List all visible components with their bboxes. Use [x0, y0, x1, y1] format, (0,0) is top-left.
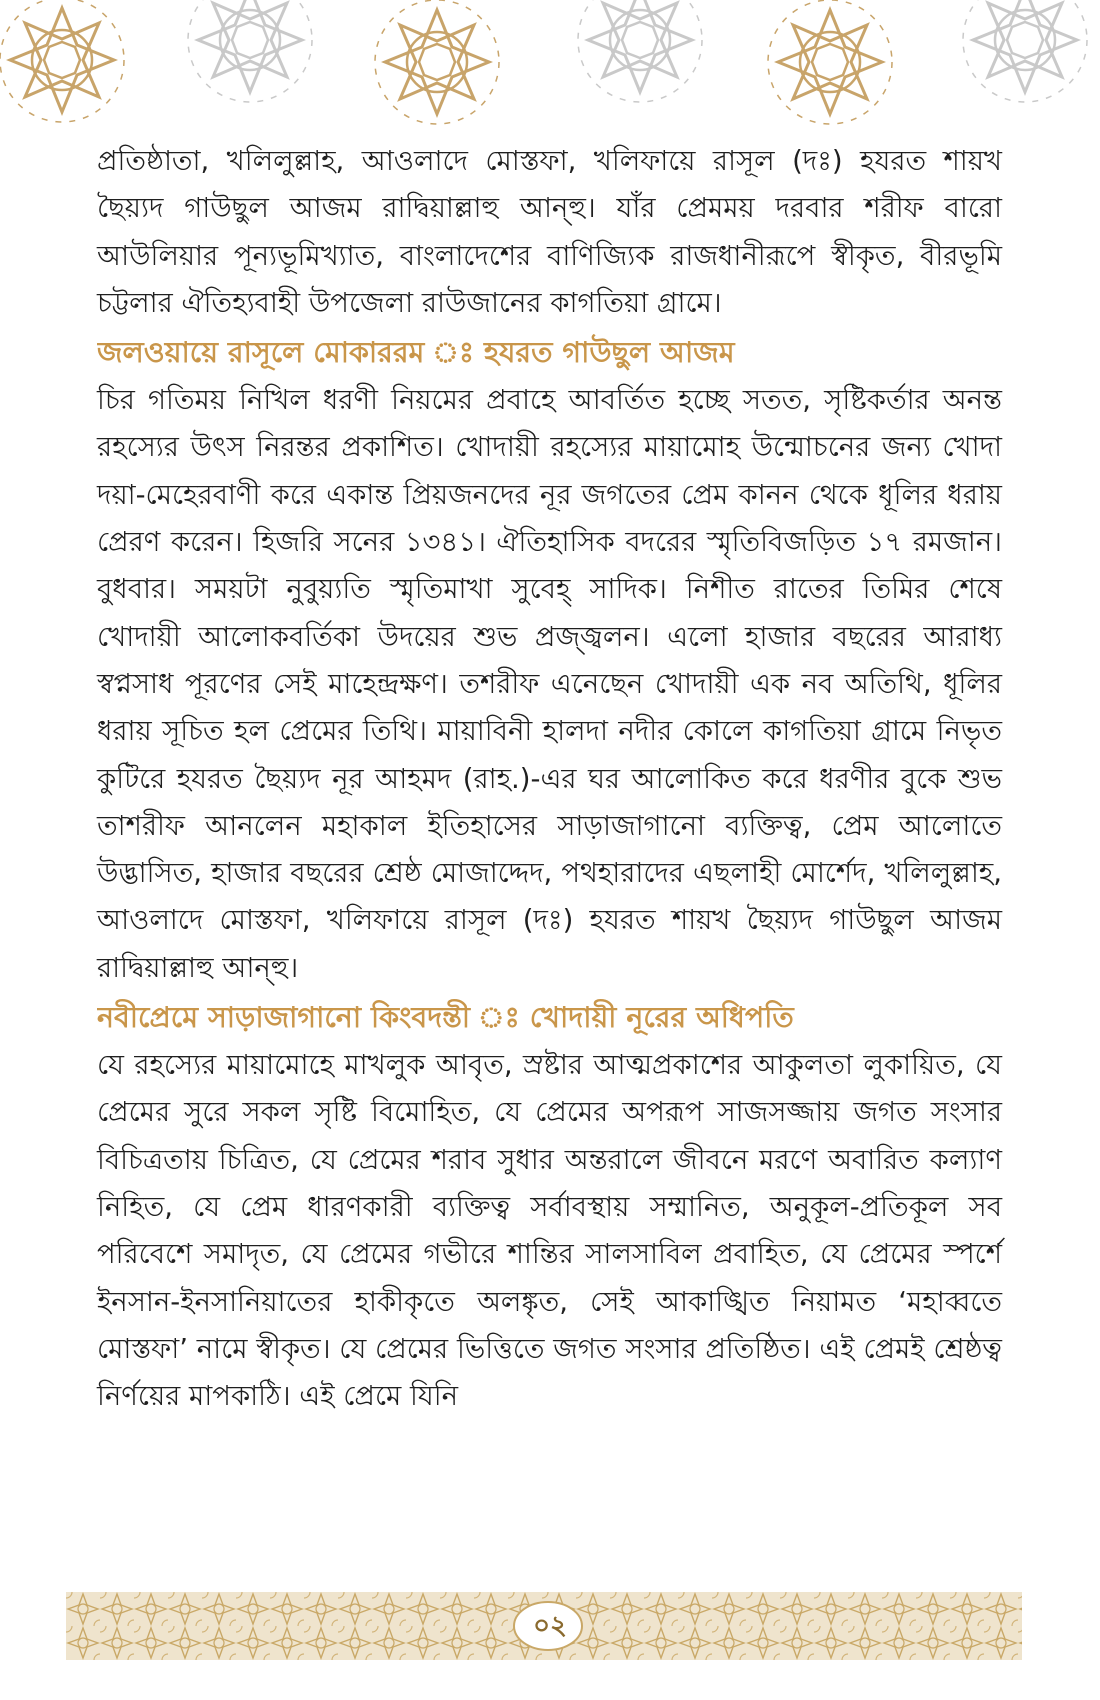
islamic-star-icon [375, 0, 499, 124]
page-body [97, 138, 1002, 1420]
paragraph-love: যে রহস্যের মায়ামোহে মাখলুক আবৃত, স্রষ্টার আত্মপ্রকাশের আকুলতা লুকায়িত, যে প্রেমের সুরে সকল সৃষ্টি বিমোহিত, যে প্রেমের অপরূপ সাজসজ্জায় জগত সংসার বিচিত্রতায় চিত্রিত, যে প্রেমের শরাব সুধার অন্তরালে জীবনে মরণে অবারিত কল্যাণ নিহিত, যে প্রেম ধারণকারী ব্যক্তিত্ব সর্বাবস্থায় সম্মানিত, অনুকূল-প্রতিকূল সব পরিবেশে সমাদৃত, যে প্রেমের গভীরে শান্তির সালসাবিল প্রবাহিত, যে প্রেমের স্পর্শে ইনসান-ইনসানিয়াতের হাকীকৃতে অলঙ্কৃত, সেই আকাঙ্খিত নিয়ামত ‘মহাব্বতে মোস্তফা’ নামে স্বীকৃত। যে প্রেমের ভিত্তিতে জগত সংসার প্রতিষ্ঠিত। এই প্রেমই শ্রেষ্ঠত্ব নির্ণয়ের মাপকাঠি। এই প্রেমে যিনি [97, 1049, 1002, 1413]
islamic-star-icon [768, 0, 892, 124]
page-number: ০২ [533, 1611, 567, 1641]
section-heading-2: নবীপ্রেমে সাড়াজাগানো কিংবদন্তী ঃ খোদায়ী নূরের অধিপতি [97, 1001, 794, 1035]
paragraph-intro: প্রতিষ্ঠাতা, খলিলুল্লাহ, আওলাদে মোস্তফা, খলিফায়ে রাসূল (দঃ) হযরত শায়খ ছৈয়্যদ গাউছুল আজম রাদ্বিয়াল্লাহু আন্হু। যাঁর প্রেমময় দরবার শরীফ বারো আউলিয়ার পূন্যভূমিখ্যাত, বাংলাদেশের বাণিজ্যিক রাজধানীরূপে স্বীকৃত, বীরভূমি চট্টলার ঐতিহ্যবাহী উপজেলা রাউজানের কাগতিয়া গ্রামে। [97, 145, 1002, 319]
section-heading-1: জলওয়ায়ে রাসূলে মোকাররম ঃ হযরত গাউছুল আজম [97, 336, 735, 370]
islamic-star-icon [0, 0, 124, 122]
paragraph-birth: চির গতিময় নিখিল ধরণী নিয়মের প্রবাহে আবর্তিত হচ্ছে সতত, সৃষ্টিকর্তার অনন্ত রহস্যের উৎস নিরন্তর প্রকাশিত। খোদায়ী রহস্যের মায়ামোহ উন্মোচনের জন্য খোদা দয়া-মেহেরবাণী করে একান্ত প্রিয়জনদের নূর জগতের প্রেম কানন থেকে ধূলির ধরায় প্রেরণ করেন। হিজরি সনের ১৩৪১। ঐতিহাসিক বদরের স্মৃতিবিজড়িত ১৭ রমজান। বুধবার। সময়টা নুবুয়্যতি স্মৃতিমাখা সুবেহ্ সাদিক। নিশীত রাতের তিমির শেষে খোদায়ী আলোকবর্তিকা উদয়ের শুভ প্রজ্জ্বলন। এলো হাজার বছরের আরাধ্য স্বপ্নসাধ পূরণের সেই মাহেন্দ্রক্ষণ। তশরীফ এনেছেন খোদায়ী এক নব অতিথি, ধূলির ধরায় সূচিত হল প্রেমের তিথি। মায়াবিনী হালদা নদীর কোলে কাগতিয়া গ্রামে নিভৃত কুটিরে হযরত ছৈয়্যদ নূর আহমদ (রাহ.)-এর ঘর আলোকিত করে ধরণীর বুকে শুভ তাশরীফ আনলেন মহাকাল ইতিহাসের সাড়াজাগানো ব্যক্তিত্ব, প্রেম আলোতে উদ্ভাসিত, হাজার বছরের শ্রেষ্ঠ মোজাদ্দেদ, পথহারাদের এছলাহী মোর্শেদ, খলিলুল্লাহ, আওলাদে মোস্তফা, খলিফায়ে রাসূল (দঃ) হযরত শায়খ ছৈয়্যদ গাউছুল আজম রাদ্বিয়াল্লাহু আন্হু। [97, 384, 1002, 984]
islamic-star-icon [188, 0, 312, 102]
top-islamic-ornament [0, 0, 1100, 135]
islamic-star-icon [963, 0, 1087, 102]
islamic-star-icon [578, 0, 702, 102]
grey-rosette-group [188, 0, 1087, 102]
gold-rosette-group [0, 0, 892, 124]
